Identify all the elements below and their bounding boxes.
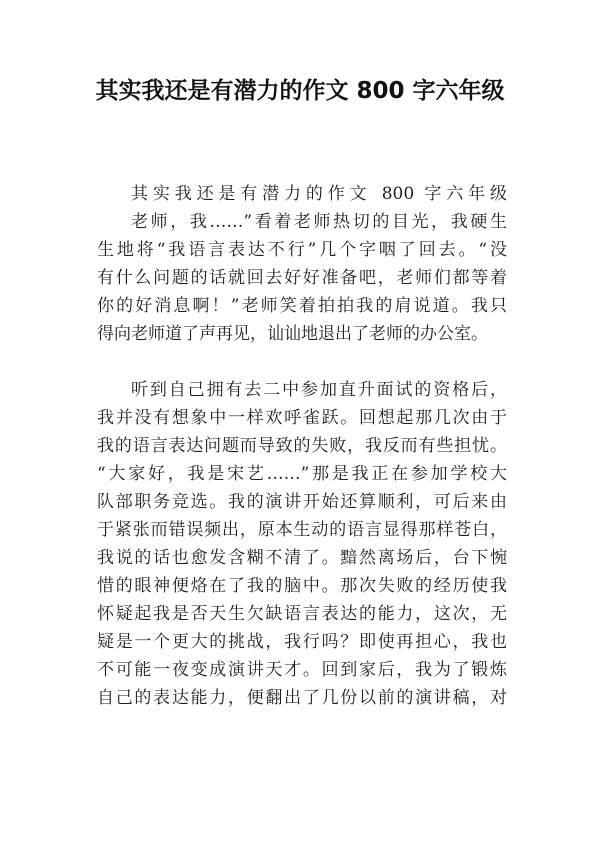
paragraph-line: 你的好消息啊！”老师笑着拍拍我的肩说道。我只 [97,296,507,316]
paragraph-line: 生地将“我语言表达不行”几个字咽了回去。“没 [97,240,507,260]
document-body [97,180,507,712]
paragraph-spacer [97,348,507,376]
paragraph-line: 老师，我……”看着老师热切的目光，我硬生 [131,212,507,232]
paragraph-line: 惜的眼神便烙在了我的脑中。那次失败的经历使我 [97,576,507,596]
paragraph-line: 我并没有想象中一样欢呼雀跃。回想起那几次由于 [97,408,507,428]
paragraph-line: 有什么问题的话就回去好好准备吧，老师们都等着 [97,268,507,288]
paragraph-line: “大家好，我是宋艺……”那是我正在参加学校大 [97,464,507,484]
document-subtitle: 其实我还是有潜力的作文 800 字六年级 [131,184,507,204]
paragraph-line: 于紧张而错误频出，原本生动的语言显得那样苍白， [97,520,507,540]
paragraph-line: 疑是一个更大的挑战，我行吗？即使再担心，我也 [97,632,507,652]
paragraph-line: 我的语言表达问题而导致的失败，我反而有些担忧。 [97,436,507,456]
paragraph-line: 怀疑起我是否天生欠缺语言表达的能力，这次，无 [97,604,507,624]
paragraph-line: 听到自己拥有去二中参加直升面试的资格后， [131,380,507,400]
paragraph-line: 不可能一夜变成演讲天才。回到家后，我为了锻炼 [97,660,507,680]
document-title: 其实我还是有潜力的作文 800 字六年级 [95,78,505,104]
paragraph-line: 自己的表达能力，便翻出了几份以前的演讲稿，对 [97,688,507,708]
paragraph-line: 我说的话也愈发含糊不清了。黯然离场后，台下惋 [97,548,507,568]
paragraph-line: 队部职务竞选。我的演讲开始还算顺利，可后来由 [97,492,507,512]
paragraph-line: 得向老师道了声再见，讪讪地退出了老师的办公室。 [97,324,488,344]
